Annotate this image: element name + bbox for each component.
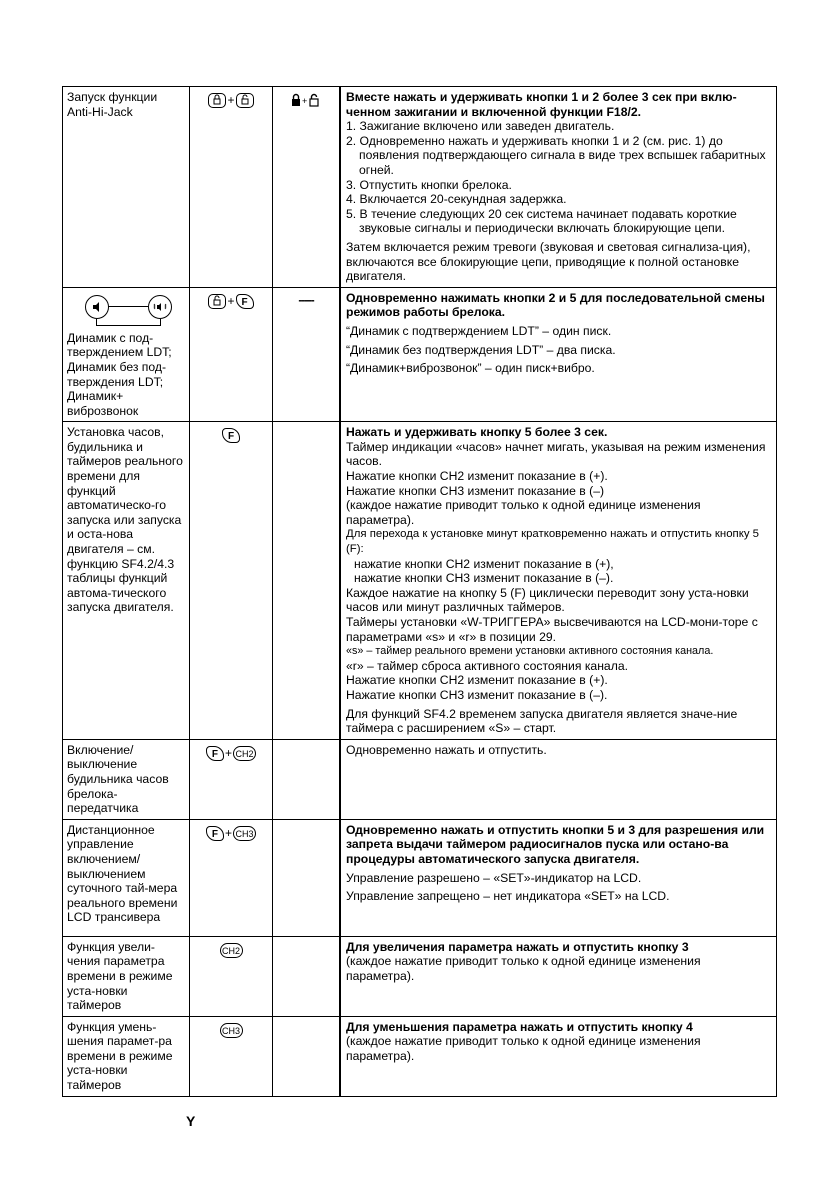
text-line: Нажатие кнопки CH2 изменит показание в (+). xyxy=(346,673,608,688)
text-line: «s» – таймер реального времени установки активного состояния канала. xyxy=(346,645,714,658)
description xyxy=(340,422,777,739)
steps-list xyxy=(346,119,772,236)
description xyxy=(340,287,777,422)
description xyxy=(340,1016,777,1096)
function-name: Функция увели-чения параметра времени в режиме уста-новки таймеров xyxy=(63,936,190,1016)
table-row xyxy=(63,87,777,288)
button-1-icon xyxy=(208,93,226,108)
svg-text:+: + xyxy=(302,96,308,106)
indicator xyxy=(273,819,341,936)
text-line: (каждое нажатие приводит только к одной единице изменения параметра). xyxy=(346,1034,701,1063)
description xyxy=(340,819,777,936)
button-2-icon xyxy=(208,294,226,309)
text-line: Нажатие кнопки CH2 изменит показание в (+). xyxy=(346,469,608,484)
lead-text: Одновременно нажать и отпустить кнопки 5 и 3 для разрешения или запрета выдачи таймером радиосигналов пуска или остано-ва процедуры автоматического запуска двигателя. xyxy=(346,822,765,866)
button-ch3-icon: CH3 xyxy=(233,826,256,841)
function-name-text: Динамик с под-тверждением LDT; Динамик без под-тверждения LDT; Динамик+ виброзвонок xyxy=(67,330,172,418)
text-line: «r» – таймер сброса активного состояния канала. xyxy=(346,658,628,673)
button-f-icon: F xyxy=(206,826,224,841)
lock-unlock-icon xyxy=(275,93,337,107)
table-row xyxy=(63,287,777,422)
indicator xyxy=(273,1016,341,1096)
button-ch2-icon: CH2 xyxy=(233,746,256,761)
mode-line: “Динамик без подтверждения LDT” – два писка. xyxy=(346,342,616,357)
description xyxy=(340,87,777,288)
indicator xyxy=(273,936,341,1016)
text-line: Управление разрешено – «SET»-индикатор на LCD. xyxy=(346,870,642,885)
text-line: нажатие кнопки CH3 изменит показание в (–). xyxy=(354,571,614,586)
text-line: Нажатие кнопки CH3 изменит показание в (–) xyxy=(346,483,605,498)
button-combo: F + CH2 xyxy=(190,739,273,819)
text-line: Управление запрещено – нет индикатора «SET» на LCD. xyxy=(346,889,670,904)
lead-text: Нажать и удерживать кнопку 5 более 3 сек. xyxy=(346,425,608,440)
button-f-icon: F xyxy=(206,746,224,761)
text-line: Каждое нажатие на кнопку 5 (F) циклически переводит зону уста-новки часов или минут различных таймеров. xyxy=(346,585,749,615)
table-row xyxy=(63,819,777,936)
speaker-icon xyxy=(85,295,109,319)
indicator-dash: ----- xyxy=(298,292,314,307)
function-table xyxy=(62,86,777,1097)
table-row xyxy=(63,936,777,1016)
button-combo xyxy=(190,1016,273,1096)
button-ch3-icon: CH3 xyxy=(220,1023,243,1038)
text-line: Таймеры установки «W-ТРИГГЕРА» высвечиваются на LCD-мони-торе с параметрами «s» и «r» в позиции 29. xyxy=(346,615,758,644)
text-line: (каждое нажатие приводит только к одной единице изменения параметра). xyxy=(346,498,701,527)
vibro-speaker-icon xyxy=(148,295,172,319)
button-ch2-icon: CH2 xyxy=(220,943,243,958)
lead-text: Для уменьшения параметра нажать и отпустить кнопку 4 xyxy=(346,1019,693,1034)
text-line: Таймер индикации «часов» начнет мигать, указывая на режим изменения часов. xyxy=(346,439,766,469)
function-name: Установка часов, будильника и таймеров реального времени для функций автоматическо-го запуска или запуска и оста-нова двигателя – см. функцию SF4.2/4.3 таблицы функций автома-тического запуска двигателя. xyxy=(63,422,190,739)
lead-text: Для увеличения параметра нажать и отпустить кнопку 3 xyxy=(346,939,689,954)
function-name: Включение/ выключение будильника часов брелока-передатчика xyxy=(63,739,190,819)
text-line: (каждое нажатие приводит только к одной единице изменения параметра). xyxy=(346,954,701,983)
table-row xyxy=(63,1016,777,1096)
indicator xyxy=(273,87,341,288)
speaker-diagram xyxy=(67,295,185,325)
step: 1. Зажигание включено или заведен двигатель. xyxy=(346,119,615,134)
indicator xyxy=(273,287,341,422)
indicator xyxy=(273,422,341,739)
lead-text: Вместе нажать и удерживать кнопки 1 и 2 более 3 сек при вклю-ченном зажигании и включенной функции F18/2. xyxy=(346,90,737,119)
function-name: Функция умень-шения парамет-ра времени в режиме уста-новки таймеров xyxy=(63,1016,190,1096)
button-combo: + F xyxy=(190,287,273,422)
lead-text: Одновременно нажимать кнопки 2 и 5 для последовательной смены режимов работы брелока. xyxy=(346,290,765,320)
description xyxy=(340,936,777,1016)
button-combo: + xyxy=(190,87,273,288)
function-name xyxy=(63,287,190,422)
mode-line: “Динамик с подтверждением LDT” – один писк. xyxy=(346,323,612,338)
note-text: Для функций SF4.2 временем запуска двигателя является значе-ние таймера с расширением «S» – старт. xyxy=(346,706,738,736)
text-line: Одновременно нажать и отпустить. xyxy=(346,742,547,757)
table-row xyxy=(63,739,777,819)
button-combo: F + CH3 xyxy=(190,819,273,936)
button-combo xyxy=(190,422,273,739)
step: 2. Одновременно нажать и удерживать кнопки 1 и 2 (см. рис. 1) до появления подтверждающего сигнала в виде трех вспышек габаритных огней. xyxy=(346,133,766,177)
function-name: Запуск функции Anti-Hi-Jack xyxy=(63,87,190,288)
function-name: Дистанционное управление включением/ выключением суточного тай-мера реального времени LCD трансивера xyxy=(63,819,190,936)
button-combo xyxy=(190,936,273,1016)
step: 5. В течение следующих 20 сек система начинает подавать короткие звуковые сигналы и периодически включать блокирующие цепи. xyxy=(346,206,737,236)
footer-mark: Y xyxy=(186,1113,196,1129)
mode-line: “Динамик+виброзвонок” – один писк+вибро. xyxy=(346,361,595,376)
text-line: Для перехода к установке минут кратковременно нажать и отпустить кнопку 5 (F): xyxy=(346,528,760,556)
indicator xyxy=(273,739,341,819)
description xyxy=(340,739,777,819)
button-f-icon: F xyxy=(236,294,254,309)
text-line: Нажатие кнопки CH3 изменит показание в (–). xyxy=(346,687,608,702)
button-2-icon xyxy=(236,93,254,108)
note-text: Затем включается режим тревоги (звуковая и световая сигнализа-ция), включаются все блокирующие цепи, приводящие к полной остановке двигателя. xyxy=(346,239,751,284)
table-row xyxy=(63,422,777,739)
text-line: нажатие кнопки CH2 изменит показание в (+), xyxy=(354,556,614,571)
button-f-icon: F xyxy=(222,428,240,443)
step: 4. Включается 20-секундная задержка. xyxy=(346,192,567,207)
step: 3. Отпустить кнопки брелока. xyxy=(346,177,512,192)
